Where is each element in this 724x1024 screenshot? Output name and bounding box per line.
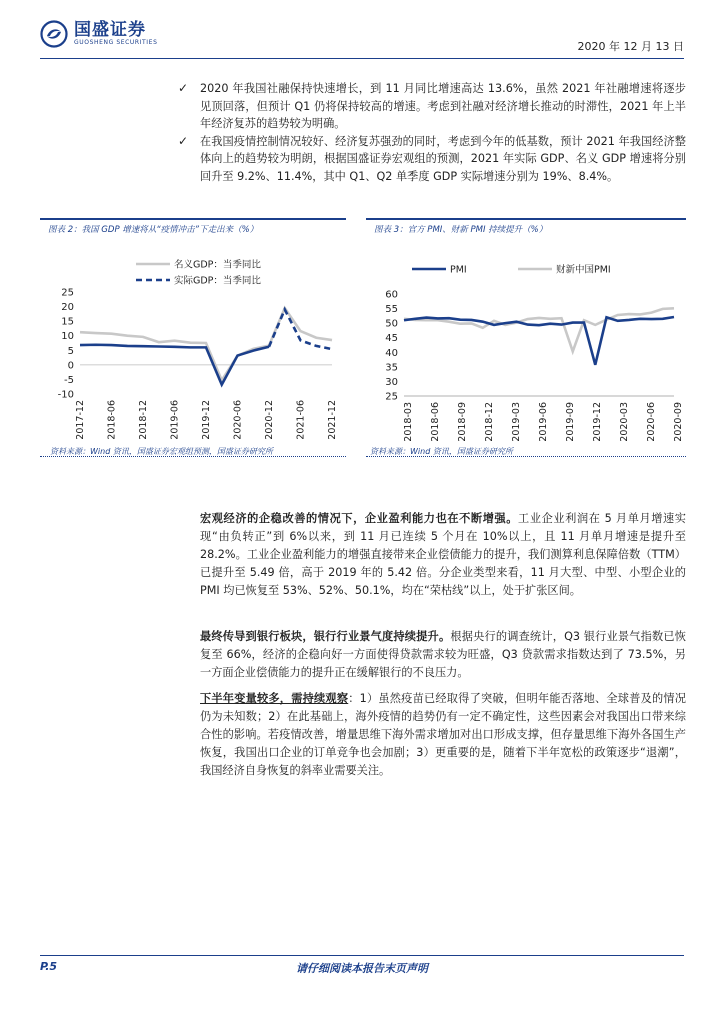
chart-gdp-source: 资料来源：Wind 资讯，国盛证券宏观组预测，国盛证券研究所 xyxy=(50,447,273,456)
checkmark-icon: ✓ xyxy=(178,81,189,95)
x-tick-label: 2019-12 xyxy=(201,400,212,440)
y-tick-label: 30 xyxy=(385,376,398,388)
bullet-text: 2020 年我国社融保持快速增长，到 11 月同比增速高达 13.6%，虽然 2021 年社融增速将逐步见顶回落，但预计 Q1 仍将保持较高的增速。考虑到社融对经济增长推动的时滞性，2021 年上半年经济复苏的趋势较为明确。 xyxy=(200,82,686,131)
x-tick-label: 2019-06 xyxy=(169,400,181,440)
chart-gdp-plot xyxy=(40,242,346,448)
x-tick-label: 2018-12 xyxy=(138,400,149,440)
x-tick-label: 2020-03 xyxy=(619,402,630,442)
y-tick-label: -5 xyxy=(64,374,74,386)
legend-label-nominal: 名义GDP：当季同比 xyxy=(174,259,261,271)
x-tick-label: 2018-06 xyxy=(106,400,118,440)
bullet-item xyxy=(178,80,686,133)
paragraph-body: 工业企业利润在 5 月单月增速实现“由负转正”到 6%以来，到 11 月已连续 5 个月在 10%以上，且 11 月单月增速是提升至 28.2%。工业企业盈利能力的增强直接带来企业偿债能力的提升，我们测算利息保障倍数（TTM）已提升至 5.49 倍，高于 2019 年的 5.42 倍。分企业类型来看，11 月大型、中型、小型企业的 PMI 均已恢复至 53%、52%、50.1%，均在“荣枯线”以上，处于扩张区间。 xyxy=(200,512,686,597)
y-tick-label: 20 xyxy=(61,302,74,314)
x-tick-label: 2020-09 xyxy=(673,402,684,442)
series-line-caixin-pmi xyxy=(404,308,674,351)
x-tick-label: 2020-12 xyxy=(264,400,275,440)
x-tick-label: 2020-06 xyxy=(646,402,657,442)
legend-label-caixin: 财新中国PMI xyxy=(556,264,611,276)
paragraph-lead: 最终传导到银行板块，银行行业景气度持续提升。 xyxy=(200,630,451,643)
y-tick-label: 25 xyxy=(385,391,398,403)
x-tick-label: 2019-03 xyxy=(511,402,522,442)
logo-text-cn: 国盛证券 xyxy=(74,20,146,40)
paragraph-body: ：1）虽然疫苗已经取得了突破，但明年能否落地、全球普及的情况仍为未知数；2）在此基础上，海外疫情的趋势仍有一定不确定性，这些因素会对我国出口带来综合性的影响。若疫情改善，增量思维下海外需求增加对出口形成支撑，但存量思维下海外各国生产恢复，我国出口企业的订单竞争也会加剧；3）更重要的是，随着下半年宽松的政策逐步“退潮”，我国经济自身恢复的斜率业需要关注。 xyxy=(200,692,686,777)
report-date: 2020 年 12 月 13 日 xyxy=(577,40,684,53)
series-line-official-pmi xyxy=(404,317,674,365)
chart-pmi xyxy=(366,218,686,457)
paragraph-lead: 下半年变量较多，需持续观察 xyxy=(200,692,349,705)
y-tick-label: 15 xyxy=(61,316,74,328)
page-header xyxy=(40,20,684,59)
summary-bullets xyxy=(178,80,686,186)
logo-emblem-icon xyxy=(40,20,68,48)
page-number: P.5 xyxy=(40,960,58,973)
paragraph-lead: 宏观经济的企稳改善的情况下，企业盈利能力也在不断增强。 xyxy=(200,512,519,525)
legend-label-pmi: PMI xyxy=(450,264,467,276)
y-tick-label: 60 xyxy=(385,289,398,301)
legend-label-real: 实际GDP：当季同比 xyxy=(174,275,261,287)
chart-gdp xyxy=(40,218,346,457)
y-tick-label: 5 xyxy=(67,345,74,357)
y-tick-label: -10 xyxy=(57,389,74,401)
paragraph-outlook xyxy=(200,690,686,780)
x-tick-label: 2019-09 xyxy=(565,402,576,442)
paragraph-banking xyxy=(200,628,686,682)
x-tick-label: 2019-06 xyxy=(538,402,549,442)
x-tick-label: 2018-12 xyxy=(484,402,495,442)
x-tick-label: 2021-12 xyxy=(327,400,338,440)
footer-disclaimer: 请仔细阅读本报告末页声明 xyxy=(296,962,428,975)
chart-pmi-source: 资料来源：Wind 资讯，国盛证券研究所 xyxy=(370,447,513,456)
bullet-item xyxy=(178,133,686,186)
company-logo xyxy=(40,20,157,48)
chart-pmi-plot xyxy=(366,242,686,448)
checkmark-icon: ✓ xyxy=(178,133,189,148)
y-tick-label: 55 xyxy=(385,304,398,316)
chart-pmi-title: 图表 3：官方 PMI、财新 PMI 持续提升（%） xyxy=(374,225,548,235)
chart-gdp-title: 图表 2：我国 GDP 增速将从“疫情冲击”下走出来（%） xyxy=(48,225,259,235)
page-footer xyxy=(40,955,684,978)
y-tick-label: 0 xyxy=(67,360,74,372)
logo-text-en: GUOSHENG SECURITIES xyxy=(74,39,158,46)
x-tick-label: 2018-06 xyxy=(430,402,441,442)
x-tick-label: 2017-12 xyxy=(75,400,86,440)
x-tick-label: 2018-09 xyxy=(457,402,468,442)
bullet-text: 在我国疫情控制情况较好、经济复苏强劲的同时，考虑到今年的低基数，预计 2021 年我国经济整体向上的趋势较为明朗，根据国盛证券宏观组的预测，2021 年实际 GDP、名义 GDP 增速将分别回升至 9.2%、11.4%，其中 Q1、Q2 单季度 GDP 实际增速分别为 19%、8.4%。 xyxy=(200,134,686,183)
y-tick-label: 45 xyxy=(385,333,398,345)
y-tick-label: 25 xyxy=(61,287,74,299)
x-tick-label: 2018-03 xyxy=(403,402,414,442)
y-tick-label: 10 xyxy=(61,331,74,343)
paragraph-body: 根据央行的调查统计，Q3 银行业景气指数已恢复至 66%，经济的企稳向好一方面使得贷款需求较为旺盛，Q3 贷款需求指数达到了 73.5%，另一方面企业偿债能力的提升正在缓解银行的不良压力。 xyxy=(200,630,686,679)
y-tick-label: 50 xyxy=(385,318,398,330)
y-tick-label: 35 xyxy=(385,362,398,374)
x-tick-label: 2021-06 xyxy=(295,400,307,440)
x-tick-label: 2019-12 xyxy=(592,402,603,442)
y-tick-label: 40 xyxy=(385,347,398,359)
x-tick-label: 2020-06 xyxy=(232,400,244,440)
paragraph-profitability xyxy=(200,510,686,600)
